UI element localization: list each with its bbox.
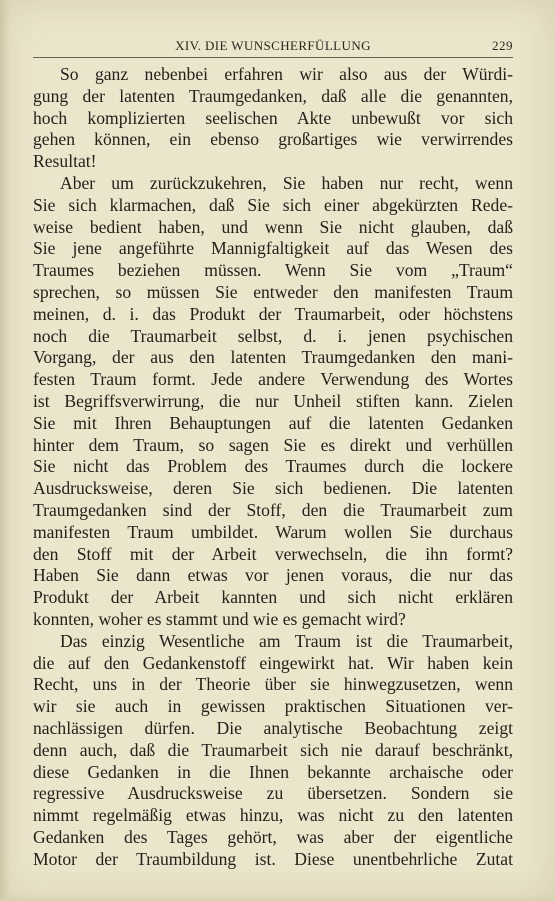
text-line: wir sie auch in gewissen praktischen Situationen ver- — [33, 696, 513, 717]
text-line: die auf den Gedankenstoff eingewirkt hat. Wir haben kein — [33, 652, 513, 673]
text-line: konnten, woher es stammt und wie es gemacht wird? — [33, 608, 406, 629]
text-line: den Stoff mit der Arbeit verwechseln, die ihn formt? — [33, 543, 513, 564]
text-line: gehen können, ein ebenso großartiges wie verwirrendes — [33, 129, 513, 150]
page-bottom-edge — [0, 895, 555, 901]
text-line: Motor der Traumbildung ist. Diese unentbehrliche Zutat — [33, 848, 513, 869]
body-text — [33, 64, 513, 870]
text-line: Sie mit Ihren Behauptungen auf die latenten Gedanken — [33, 412, 513, 433]
text-line: hinter dem Traum, so sagen Sie es direkt und verhüllen — [33, 434, 513, 455]
text-line: nachlässigen dürfen. Die analytische Beobachtung zeigt — [33, 717, 513, 738]
text-line: Sie jene angeführte Mannigfaltigkeit auf das Wesen des — [33, 238, 513, 259]
text-line: Sie sich klarmachen, daß Sie sich einer abgekürzten Rede- — [33, 194, 513, 215]
running-head — [33, 38, 513, 58]
text-line: Aber um zurückzukehren, Sie haben nur recht, wenn — [60, 172, 513, 193]
text-line: regressive Ausdrucksweise zu übersetzen. Sondern sie — [33, 783, 513, 804]
text-line: nimmt regelmäßig etwas hinzu, was nicht zu den latenten — [33, 805, 513, 826]
text-line: festen Traum formt. Jede andere Verwendung des Wortes — [33, 369, 513, 390]
text-line: Haben Sie dann etwas vor jenen voraus, die nur das — [33, 565, 513, 586]
text-line: Traumgedanken sind der Stoff, den die Traumarbeit zum — [33, 499, 513, 520]
text-line: denn auch, daß die Traumarbeit sich nie darauf beschränkt, — [33, 739, 513, 760]
text-line: noch die Traumarbeit selbst, d. i. jenen psychischen — [33, 325, 513, 346]
text-line: Ausdrucksweise, deren Sie sich bedienen. Die latenten — [33, 478, 513, 499]
text-line: gung der latenten Traumgedanken, daß alle die genannten, — [33, 85, 513, 106]
text-line: Vorgang, der aus den latenten Traumgedanken den mani- — [33, 347, 513, 368]
text-line: Gedanken des Tages gehört, was aber der eigentliche — [33, 826, 513, 847]
text-line: Das einzig Wesentliche am Traum ist die Traumarbeit, — [60, 630, 513, 651]
header-rule — [33, 57, 513, 58]
page-gutter-shadow — [0, 0, 10, 901]
page-number: 229 — [492, 38, 513, 53]
text-line: Recht, uns in der Theorie über sie hinwegzusetzen, wenn — [33, 674, 513, 695]
text-line: Produkt der Arbeit kannten und sich nicht erklären — [33, 587, 513, 608]
text-line: So ganz nebenbei erfahren wir also aus der Würdi- — [60, 64, 513, 84]
text-line: weise bedient haben, und wenn Sie nicht glauben, daß — [33, 216, 513, 237]
text-line: Sie nicht das Problem des Traumes durch die lockere — [33, 456, 513, 477]
chapter-running-title: XIV. DIE WUNSCHERFÜLLUNG — [175, 38, 371, 53]
text-line: Traumes beziehen müssen. Wenn Sie vom „Traum“ — [33, 260, 513, 281]
text-line: meinen, d. i. das Produkt der Traumarbeit, oder höchstens — [33, 303, 513, 324]
text-line: ist Begriffsverwirrung, die nur Unheil stiften kann. Zielen — [33, 390, 513, 411]
text-line: manifesten Traum umbildet. Warum wollen Sie durchaus — [33, 521, 513, 542]
text-line: diese Gedanken in die Ihnen bekannte archaische oder — [33, 761, 513, 782]
text-line: hoch komplizierten seelischen Akte unbewußt vor sich — [33, 107, 513, 128]
text-line: sprechen, so müssen Sie entweder den manifesten Traum — [33, 281, 513, 302]
text-line: Resultat! — [33, 151, 97, 172]
